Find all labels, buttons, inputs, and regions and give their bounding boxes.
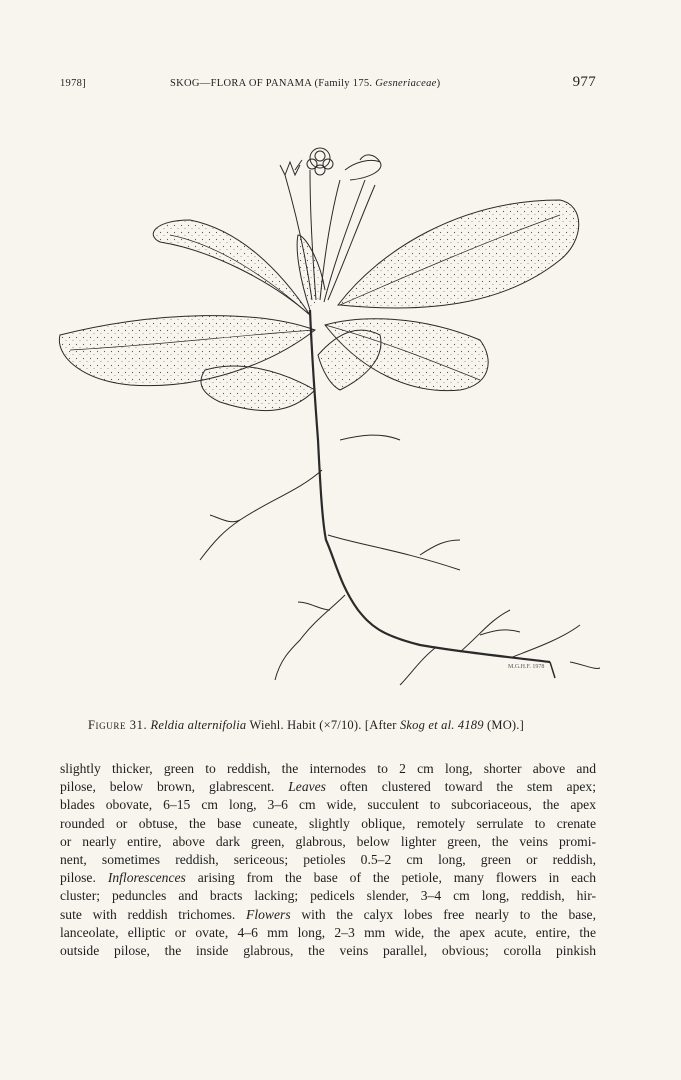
figure-caption: Figure 31. Reldia alternifolia Wiehl. Habit (×7/10). [After Skog et al. 4189 (MO).] (88, 718, 524, 732)
text-line: lanceolate, elliptic or ovate, 4–6 mm long, 2–3 mm wide, the apex acute, entire, the (60, 924, 596, 940)
plant-habit-drawing (40, 140, 620, 700)
botanical-illustration (40, 140, 620, 700)
running-header (60, 74, 596, 96)
artist-signature: M.G.H.F. 1978 (508, 664, 545, 670)
text-line: slightly thicker, green to reddish, the internodes to 2 cm long, shorter above and (60, 761, 596, 776)
text-line: sute with reddish trichomes. Flowers with the calyx lobes free nearly to the base, (60, 906, 596, 922)
text-line: outside pilose, the inside glabrous, the veins parallel, obvious; corolla pinkish (60, 943, 596, 959)
header-year: 1978] (60, 78, 86, 89)
text-line: pilose, below brown, glabrescent. Leaves often clustered toward the stem apex; (60, 779, 596, 795)
text-line: cluster; peduncles and bracts lacking; pedicels slender, 3–4 cm long, reddish, hir- (60, 888, 596, 904)
scale-fraction: 7/10 (330, 718, 354, 732)
species-name: Reldia alternifolia (150, 718, 247, 732)
text-line: nent, sometimes reddish, sericeous; petioles 0.5–2 cm long, green or reddish, (60, 852, 596, 868)
text-line: or nearly entire, above dark green, glabrous, below lighter green, the veins promi- (60, 833, 596, 849)
figure-label: Figure 31. (88, 718, 148, 732)
species-description (60, 760, 596, 960)
specimen-reference: Skog et al. 4189 (399, 718, 484, 732)
text-line: pilose. Inflorescences arising from the base of the petiole, many flowers in each (60, 870, 596, 886)
page-number: 977 (572, 74, 596, 90)
text-line: blades obovate, 6–15 cm long, 3–6 cm wide, succulent to subcoriaceous, the apex (60, 797, 596, 813)
text-line: rounded or obtuse, the base cuneate, slightly oblique, remotely serrulate to crenate (60, 815, 596, 831)
header-title: SKOG—FLORA OF PANAMA (Family 175. Gesneriaceae) (170, 78, 441, 89)
